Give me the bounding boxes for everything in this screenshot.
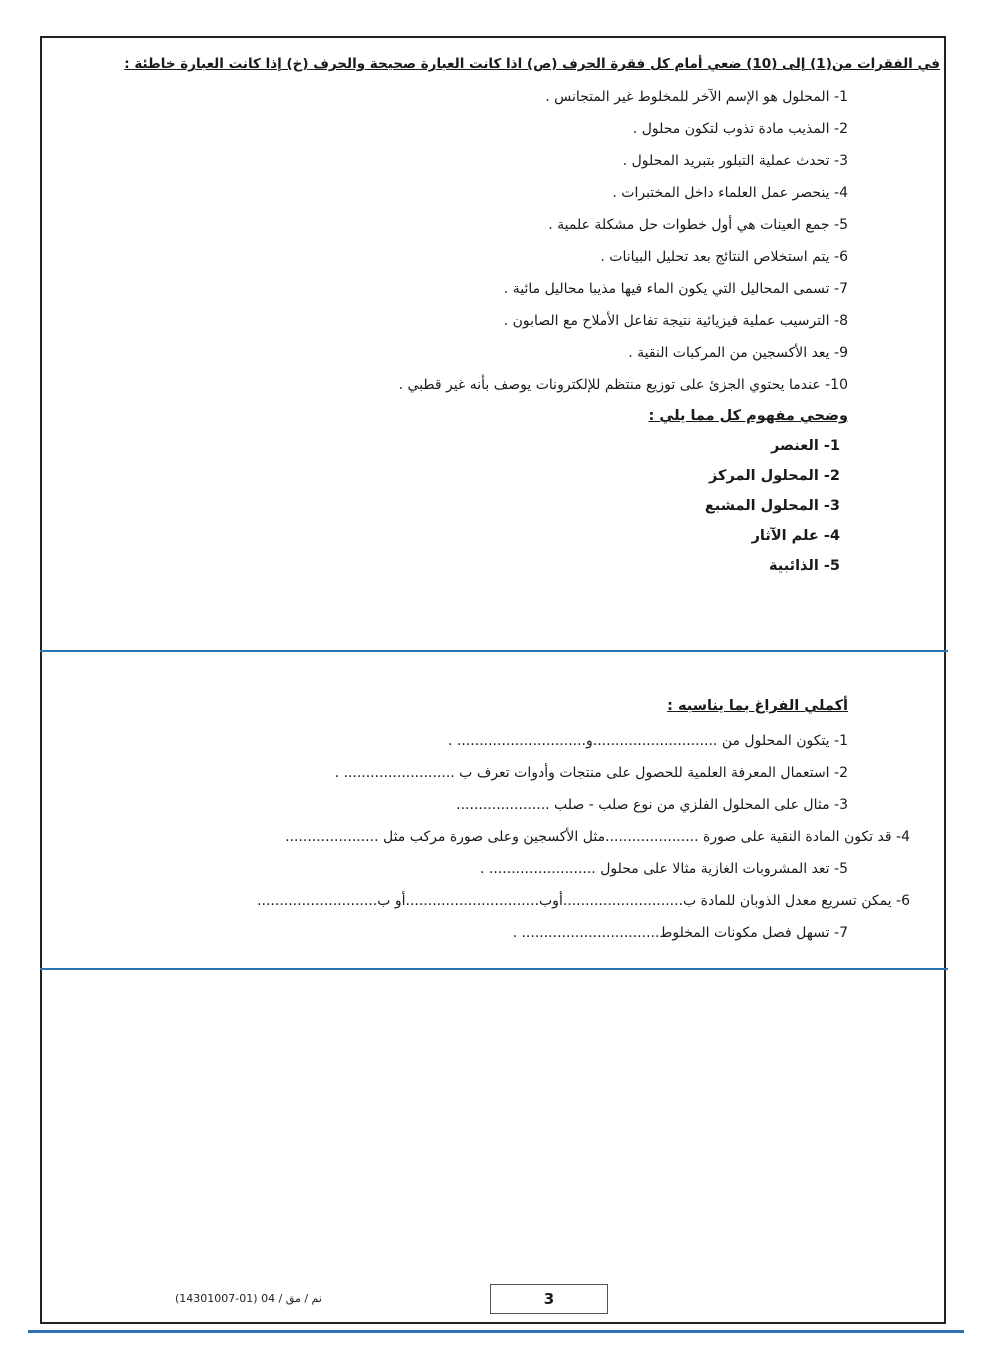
fill-item-3: 3- مثال على المحلول الفلزي من نوع صلب - صلب .....................: [456, 797, 848, 813]
tf-item-1: 1- المحلول هو الإسم الآخر للمخلوط غير المتجانس .: [545, 89, 848, 105]
define-item-5: 5- الذائبية: [769, 558, 840, 574]
section-true-false: [48, 56, 940, 588]
define-item-1: 1- العنصر: [771, 438, 840, 454]
tf-item-9: 9- يعد الأكسجين من المركبات النقية .: [628, 345, 848, 361]
fill-item-4: 4- قد تكون المادة النقية على صورة .....................مثل الأكسجين وعلى صورة مركب مثل .....................: [285, 829, 910, 845]
define-item-3: 3- المحلول المشبع: [704, 498, 840, 514]
tf-item-10: 10- عندما يحتوي الجزئ على توزيع منتظم للإلكترونات يوصف بأنه غير قطبي .: [398, 377, 848, 393]
section-divider-bottom: [40, 968, 948, 970]
define-item-2: 2- المحلول المركز: [709, 468, 840, 484]
tf-item-7: 7- تسمى المحاليل التي يكون الماء فيها مذيبا محاليل مائية .: [503, 281, 848, 297]
tf-item-2: 2- المذيب مادة تذوب لتكون محلول .: [632, 121, 848, 137]
fill-item-5: 5- تعد المشروبات الغازية مثالا على محلول ........................ .: [480, 861, 848, 877]
fill-item-6: 6- يمكن تسريع معدل الذوبان للمادة ب...........................أوب..............................أو ب...........................: [257, 893, 910, 909]
tf-item-8: 8- الترسيب عملية فيزيائية نتيجة تفاعل الأملاح مع الصابون .: [503, 313, 848, 329]
page-number-box: [490, 1284, 608, 1314]
true-false-heading: في الفقرات من(1) إلى (10) ضعي أمام كل فقرة الحرف (ص) اذا كانت العبارة صحيحة والحرف (خ) إذا كانت العبارة خاطئة :: [124, 56, 940, 72]
tf-item-4: 4- ينحصر عمل العلماء داخل المختبرات .: [612, 185, 848, 201]
define-heading: وضحي مفهوم كل مما يلي :: [648, 408, 848, 424]
fill-item-1: 1- يتكون المحلول من ............................و............................. .: [448, 733, 848, 749]
section-fill-blanks: [48, 698, 940, 956]
tf-item-3: 3- تحدث عملية التبلور بتبريد المحلول .: [622, 153, 848, 169]
tf-item-5: 5- جمع العينات هي أول خطوات حل مشكلة علمية .: [548, 217, 848, 233]
footer-document-code: نم / مق / 04 (01-14301007): [175, 1292, 322, 1305]
page-number: 3: [543, 1290, 555, 1308]
page-bottom-rule: [28, 1330, 964, 1333]
fill-heading: أكملي الفراغ بما يناسبه :: [667, 698, 848, 714]
fill-item-2: 2- استعمال المعرفة العلمية للحصول على منتجات وأدوات تعرف ب ......................... .: [334, 765, 848, 781]
section-divider-top: [40, 650, 948, 652]
define-item-4: 4- علم الآثار: [751, 528, 840, 544]
tf-item-6: 6- يتم استخلاص النتائج بعد تحليل البيانات .: [600, 249, 848, 265]
fill-item-7: 7- تسهل فصل مكونات المخلوط............................... .: [512, 925, 848, 941]
